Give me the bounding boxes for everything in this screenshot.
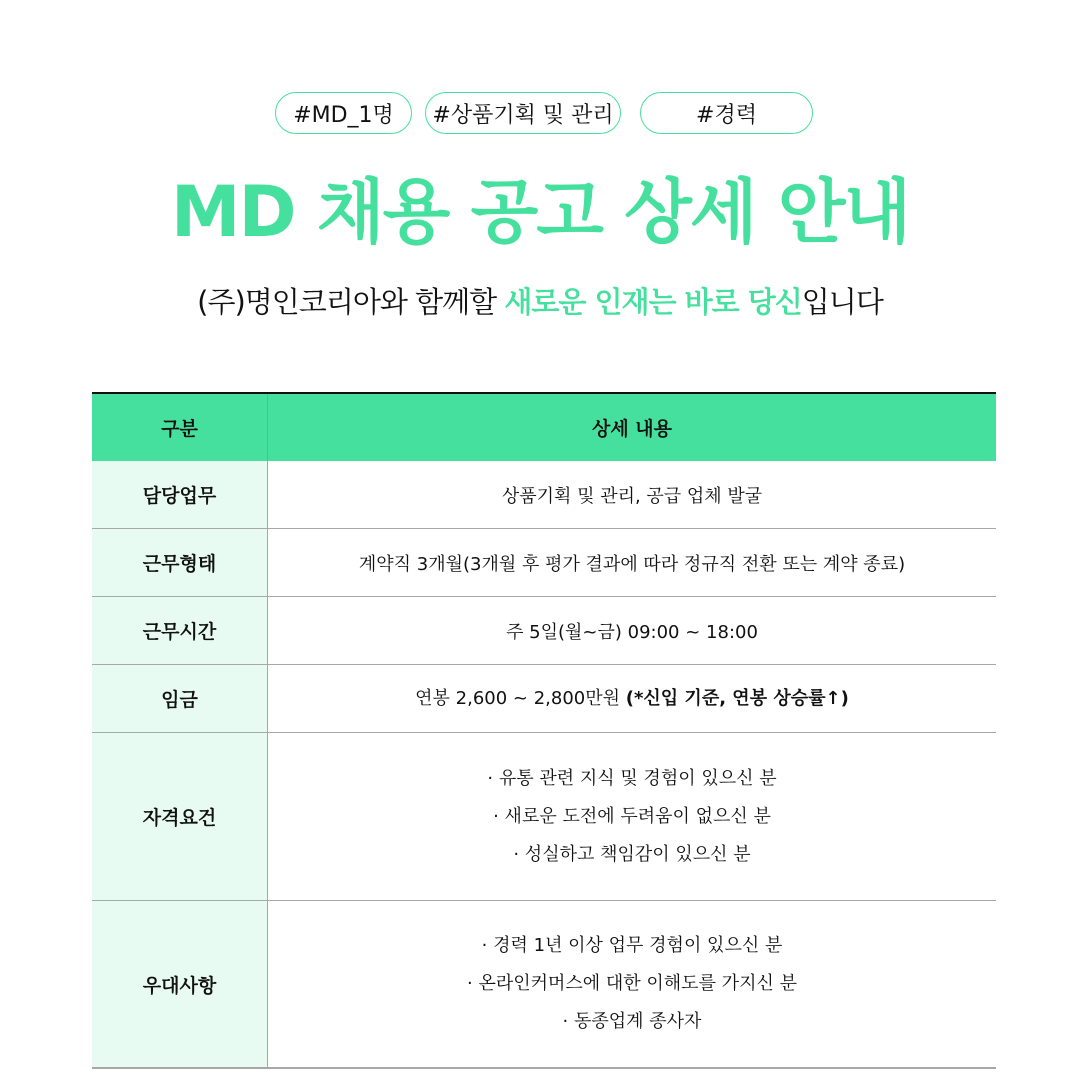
subtitle-prefix: (주)명인코리아와 함께할 bbox=[197, 285, 505, 319]
row-label-pay: 임금 bbox=[92, 665, 268, 732]
row-value-requirements bbox=[268, 733, 996, 900]
preference-item: · 동종업계 종사자 bbox=[562, 1011, 702, 1032]
row-label-type: 근무형태 bbox=[92, 529, 268, 596]
preference-item: · 온라인커머스에 대한 이해도를 가지신 분 bbox=[467, 973, 797, 994]
hashtag-experience: #경력 bbox=[640, 92, 813, 134]
row-label-requirements: 자격요건 bbox=[92, 733, 268, 900]
hashtag-md-count: #MD_1명 bbox=[275, 92, 412, 134]
page-subtitle bbox=[0, 282, 1080, 322]
row-label-preferences: 우대사항 bbox=[92, 901, 268, 1067]
pay-note: (*신입 기준, 연봉 상승률↑) bbox=[625, 687, 849, 709]
row-label-duty: 담당업무 bbox=[92, 461, 268, 528]
table-header-row bbox=[92, 394, 996, 461]
subtitle-highlight: 새로운 인재는 바로 당신 bbox=[504, 285, 802, 319]
job-detail-table bbox=[92, 392, 996, 1069]
table-row-hours bbox=[92, 597, 996, 665]
row-value-pay bbox=[268, 665, 996, 732]
table-row-duty bbox=[92, 461, 996, 529]
header-category: 구분 bbox=[92, 394, 268, 461]
requirement-item: · 성실하고 책임감이 있으신 분 bbox=[513, 843, 751, 865]
pay-amount: 연봉 2,600 ~ 2,800만원 bbox=[415, 687, 626, 709]
row-value-preferences bbox=[268, 901, 996, 1067]
row-label-hours: 근무시간 bbox=[92, 597, 268, 664]
table-row-pay bbox=[92, 665, 996, 733]
row-value-duty: 상품기획 및 관리, 공급 업체 발굴 bbox=[501, 485, 763, 507]
subtitle-suffix: 입니다 bbox=[801, 285, 883, 319]
table-row-preferences bbox=[92, 901, 996, 1069]
header-detail: 상세 내용 bbox=[591, 418, 673, 440]
table-row-type bbox=[92, 529, 996, 597]
page-title: MD 채용 공고 상세 안내 bbox=[170, 171, 910, 253]
requirement-item: · 유통 관련 지식 및 경험이 있으신 분 bbox=[487, 767, 777, 789]
row-value-hours: 주 5일(월~금) 09:00 ~ 18:00 bbox=[506, 621, 758, 643]
row-value-type: 계약직 3개월(3개월 후 평가 결과에 따라 정규직 전환 또는 계약 종료) bbox=[358, 553, 906, 575]
hashtag-list bbox=[0, 92, 1080, 136]
hashtag-product-planning: #상품기획 및 관리 bbox=[425, 92, 621, 134]
preference-item: · 경력 1년 이상 업무 경험이 있으신 분 bbox=[481, 935, 783, 956]
requirement-item: · 새로운 도전에 두려움이 없으신 분 bbox=[493, 805, 771, 827]
table-row-requirements bbox=[92, 733, 996, 901]
